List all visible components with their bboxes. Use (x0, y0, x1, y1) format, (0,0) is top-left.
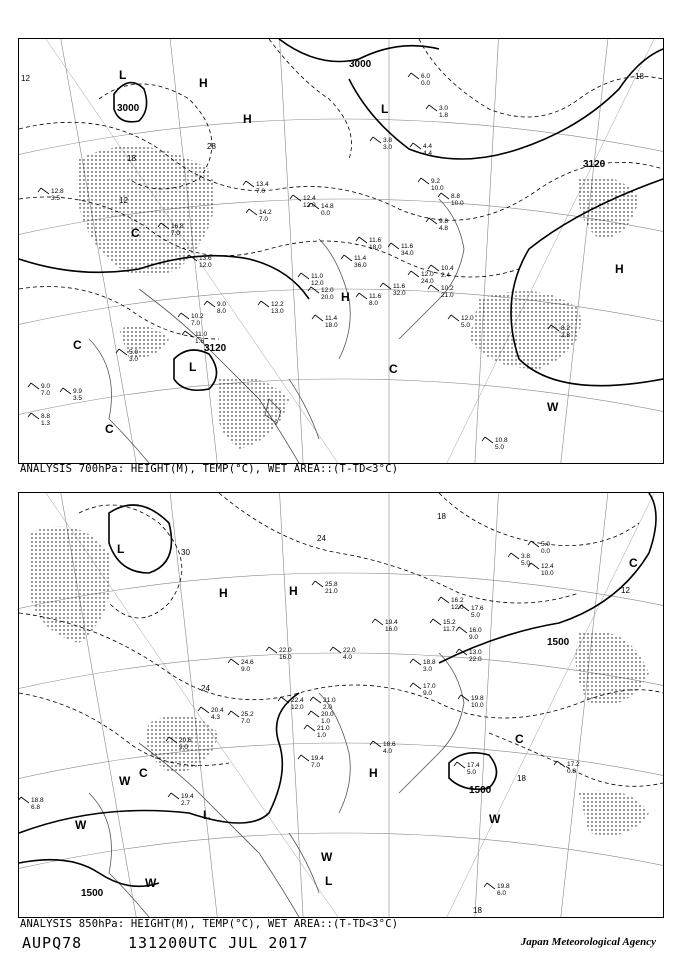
station-temperature: 17.6 (471, 605, 484, 612)
isotherm-label: 18 (473, 906, 482, 915)
warm-center: W (75, 818, 87, 832)
station-temperature: 25.8 (325, 581, 338, 588)
high-center: H (219, 586, 228, 600)
panel-caption-700hpa: ANALYSIS 700hPa: HEIGHT(M), TEMP(°C), WET AREA::(T-TD<3°C) (20, 463, 399, 475)
station-dewpoint-depression: 5.0 (521, 560, 531, 567)
station-dewpoint-depression: 18.0 (369, 244, 382, 251)
station-plot (426, 218, 448, 232)
station-dewpoint-depression: 13.0 (271, 308, 284, 315)
warm-center: W (321, 850, 333, 864)
wind-barb (428, 285, 439, 291)
station-temperature: 10.8 (495, 437, 508, 444)
station-temperature: 9.0 (41, 383, 51, 390)
station-dewpoint-depression: 12.0 (199, 262, 212, 269)
station-plot (19, 797, 44, 811)
wind-barb (298, 755, 309, 761)
isotherm-label: 24 (317, 534, 326, 543)
station-dewpoint-depression: 4.3 (211, 714, 221, 721)
wind-barb (370, 137, 381, 143)
station-plot (438, 597, 464, 611)
pressure-systems (75, 542, 638, 890)
height-label: 3000 (349, 59, 372, 70)
station-plot (312, 315, 338, 329)
isotherm-label: 28 (207, 142, 216, 151)
station-temperature: 11.6 (369, 293, 382, 300)
station-plot (508, 553, 530, 567)
station-plot (554, 761, 580, 775)
station-plot (182, 331, 208, 345)
wind-barb (330, 647, 341, 653)
warm-center: W (145, 876, 157, 890)
high-center: H (369, 766, 378, 780)
station-dewpoint-depression: 3.0 (423, 666, 433, 673)
wind-barb (430, 619, 441, 625)
station-temperature: 19.8 (471, 695, 484, 702)
station-dewpoint-depression: 0.0 (421, 80, 431, 87)
station-plot (312, 581, 338, 595)
station-dewpoint-depression: 5.0 (467, 769, 477, 776)
station-plot (408, 271, 434, 285)
wind-barb (28, 413, 39, 419)
station-temperature: 21.0 (323, 697, 336, 704)
warm-center: W (489, 812, 501, 826)
wind-barb (298, 273, 309, 279)
wind-barb (408, 73, 419, 79)
station-dewpoint-depression: 2.4 (441, 272, 451, 279)
station-dewpoint-depression: 16.0 (385, 626, 398, 633)
station-temperature: 8.8 (451, 193, 461, 200)
station-temperature: 16.2 (451, 597, 464, 604)
station-plot (243, 181, 269, 195)
wind-barb (438, 597, 449, 603)
station-plot (168, 793, 194, 807)
station-plot (356, 293, 382, 307)
warm-center: W (119, 774, 131, 788)
station-plot (388, 243, 414, 257)
isotherm-label: 12 (621, 586, 630, 595)
cold-center: C (389, 362, 398, 376)
station-plot (410, 683, 436, 697)
station-dewpoint-depression: 7.0 (256, 188, 266, 195)
height-label: 1500 (547, 637, 570, 648)
map-panel-850hpa (18, 492, 664, 918)
station-temperature: 19.4 (181, 793, 194, 800)
station-plot (266, 647, 292, 661)
station-dewpoint-depression: 2.0 (323, 704, 333, 711)
low-center: L (381, 102, 389, 116)
station-dewpoint-depression: 10.0 (431, 185, 444, 192)
station-temperature: 12.4 (303, 195, 316, 202)
station-temperature: 11.0 (311, 273, 324, 280)
station-temperature: 4.4 (423, 143, 433, 150)
station-dewpoint-depression: 4.0 (383, 748, 393, 755)
station-plot (38, 188, 64, 202)
station-temperature: 11.0 (195, 331, 208, 338)
station-temperature: 22.0 (343, 647, 356, 654)
station-dewpoint-depression: 7.0 (259, 216, 269, 223)
station-dewpoint-depression: 3.0 (383, 144, 393, 151)
station-temperature: 9.0 (217, 301, 227, 308)
station-dewpoint-depression: 36.0 (354, 262, 367, 269)
wind-barb (243, 181, 254, 187)
station-plot (380, 283, 406, 297)
station-plot (298, 755, 324, 769)
height-contours (19, 493, 656, 886)
wind-barb (308, 711, 319, 717)
station-plot (430, 619, 456, 633)
wind-barb (410, 659, 421, 665)
low-center: L (189, 360, 197, 374)
wind-barb (418, 178, 429, 184)
station-plot (418, 178, 444, 192)
wind-barb (204, 301, 215, 307)
station-dewpoint-depression: 12.0 (291, 704, 304, 711)
station-temperature: 11.6 (369, 237, 382, 244)
station-plot (428, 285, 454, 299)
station-dewpoint-depression: 9.0 (469, 634, 479, 641)
station-plot (484, 883, 510, 897)
station-plot (448, 315, 474, 329)
map-850hpa-canvas (19, 493, 663, 917)
wind-barb (308, 287, 319, 293)
wind-barb (456, 627, 467, 633)
station-temperature: 3.8 (383, 137, 393, 144)
station-dewpoint-depression: 9.0 (179, 744, 189, 751)
station-dewpoint-depression: 3.5 (73, 395, 83, 402)
station-dewpoint-depression: 21.0 (325, 588, 338, 595)
product-code: AUPQ78 (22, 934, 83, 952)
wind-barb (116, 349, 127, 355)
wind-barb (484, 883, 495, 889)
analysis-time: 131200UTC JUL 2017 (128, 934, 309, 952)
station-plot (356, 237, 382, 251)
high-center: H (199, 76, 208, 90)
station-temperature: 17.4 (467, 762, 480, 769)
station-dewpoint-depression: 10.0 (451, 200, 464, 207)
wind-barb (60, 388, 71, 394)
station-plot (60, 388, 82, 402)
station-dewpoint-depression: 9.0 (241, 666, 251, 673)
station-temperature: 3.0 (439, 105, 449, 112)
station-plot (370, 137, 392, 151)
station-temperature: 5.0 (541, 541, 551, 548)
station-temperature: 19.4 (385, 619, 398, 626)
station-plot (528, 563, 554, 577)
isotherm-label: 18 (517, 774, 526, 783)
station-temperature: 19.8 (497, 883, 510, 890)
station-temperature: 11.4 (325, 315, 338, 322)
station-temperature: 13.0 (469, 649, 482, 656)
wind-barb (310, 697, 321, 703)
station-temperature: 13.6 (199, 255, 212, 262)
station-temperature: 19.4 (311, 755, 324, 762)
station-temperature: 8.8 (41, 413, 51, 420)
station-dewpoint-depression: 4.8 (439, 225, 449, 232)
station-temperature: 12.4 (541, 563, 554, 570)
station-dewpoint-depression: 9.0 (423, 690, 433, 697)
map-700hpa-canvas (19, 39, 663, 463)
high-center: H (615, 262, 624, 276)
station-temperature: 24.6 (241, 659, 254, 666)
station-dewpoint-depression: 24.0 (421, 278, 434, 285)
station-temperature: 15.2 (443, 619, 456, 626)
station-plot (408, 73, 430, 87)
station-plot (304, 725, 330, 739)
station-plot (410, 659, 436, 673)
station-temperature: 12.0 (321, 287, 334, 294)
wind-barb (258, 301, 269, 307)
station-temperature: 16.0 (469, 627, 482, 634)
wind-barb (228, 659, 239, 665)
low-center: L (119, 68, 127, 82)
agency-name: Japan Meteorological Agency (520, 936, 656, 948)
height-label: 3120 (583, 159, 606, 170)
wind-barb (410, 683, 421, 689)
station-dewpoint-depression: 5.0 (495, 444, 505, 451)
station-plot (341, 255, 367, 269)
cold-center: C (139, 766, 148, 780)
station-dewpoint-depression: 18.0 (325, 322, 338, 329)
station-plot (246, 209, 272, 223)
station-dewpoint-depression: 10.0 (541, 570, 554, 577)
panel-caption-850hpa: ANALYSIS 850hPa: HEIGHT(M), TEMP(°C), WET AREA::(T-TD<3°C) (20, 918, 399, 930)
height-label: 1500 (469, 785, 492, 796)
high-center: H (341, 290, 350, 304)
station-temperature: 21.0 (317, 725, 330, 732)
wind-barb (356, 237, 367, 243)
station-plot (310, 697, 336, 711)
high-center: H (243, 112, 252, 126)
isotherm-label: 30 (181, 548, 190, 557)
station-temperature: 14.2 (259, 209, 272, 216)
isotherm-label: 18 (127, 154, 136, 163)
station-dewpoint-depression: 2.8 (561, 332, 571, 339)
station-temperature: 20.0 (321, 711, 334, 718)
station-temperature: 18.6 (383, 741, 396, 748)
cold-center: C (131, 226, 140, 240)
station-temperature: 10.4 (441, 265, 454, 272)
wind-barb (410, 143, 421, 149)
station-temperature: 9.9 (73, 388, 83, 395)
isotherm-label: 12 (119, 196, 128, 205)
station-plot (482, 437, 508, 451)
station-temperature: 9.8 (439, 218, 449, 225)
station-dewpoint-depression: 7.0 (41, 390, 51, 397)
wind-barb (370, 741, 381, 747)
station-temperature: 16.8 (171, 223, 184, 230)
station-dewpoint-depression: 10.0 (471, 702, 484, 709)
station-temperature: 17.2 (567, 761, 580, 768)
high-center: H (289, 584, 298, 598)
station-temperature: 22.0 (279, 647, 292, 654)
station-dewpoint-depression: 16.0 (279, 654, 292, 661)
station-temperature: 8.2 (561, 325, 571, 332)
station-temperature: 20.6 (179, 737, 192, 744)
station-plot (228, 711, 254, 725)
station-plot (204, 301, 226, 315)
wind-barb (168, 793, 179, 799)
isotherm-label: 24 (201, 684, 210, 693)
station-plot (454, 762, 480, 776)
station-temperature: 12.0 (461, 315, 474, 322)
station-temperature: 9.2 (431, 178, 441, 185)
wind-barb (408, 271, 419, 277)
wind-barb (388, 243, 399, 249)
station-plot (28, 383, 50, 397)
height-label: 3120 (204, 343, 227, 354)
station-plot (330, 647, 356, 661)
station-dewpoint-depression: 7.0 (191, 320, 201, 327)
station-plot (458, 695, 484, 709)
station-plot (28, 413, 50, 427)
station-dewpoint-depression: 20.0 (321, 294, 334, 301)
station-temperature: 11.6 (393, 283, 406, 290)
station-dewpoint-depression: 0.0 (541, 548, 551, 555)
wind-barb (304, 725, 315, 731)
wind-barb (28, 383, 39, 389)
cold-center: C (629, 556, 638, 570)
wind-barb (198, 707, 209, 713)
map-panel-700hpa (18, 38, 664, 464)
wind-barb (356, 293, 367, 299)
station-dewpoint-depression: 6.0 (497, 890, 507, 897)
height-label: 3000 (117, 103, 140, 114)
station-dewpoint-depression: 7.0 (171, 230, 181, 237)
station-temperature: 12.8 (51, 188, 64, 195)
station-dewpoint-depression: 5.0 (471, 612, 481, 619)
station-dewpoint-depression: 6.8 (31, 804, 41, 811)
station-temperature: 5.0 (129, 349, 139, 356)
station-dewpoint-depression: 11.7 (443, 626, 456, 633)
station-plot (438, 193, 464, 207)
station-temperature: 18.8 (31, 797, 44, 804)
isotherm-label: 18 (635, 72, 644, 81)
station-temperature: 6.0 (421, 73, 431, 80)
wind-barb (228, 711, 239, 717)
height-label: 1500 (81, 888, 104, 899)
station-dewpoint-depression: 0.8 (567, 768, 577, 775)
cold-center: C (515, 732, 524, 746)
station-temperature: 18.8 (423, 659, 436, 666)
wind-barb (312, 315, 323, 321)
low-center: L (203, 808, 211, 822)
wind-barb (508, 553, 519, 559)
station-plot (258, 301, 284, 315)
station-temperature: 17.0 (423, 683, 436, 690)
station-dewpoint-depression: 12.0 (311, 280, 324, 287)
isotherm-label: 18 (437, 512, 446, 521)
wind-barb (19, 797, 29, 803)
wind-barb (38, 188, 49, 194)
station-dewpoint-depression: 8.0 (217, 308, 227, 315)
station-temperature: 20.4 (211, 707, 224, 714)
wind-barb (312, 581, 323, 587)
station-dewpoint-depression: 8.0 (369, 300, 379, 307)
station-dewpoint-depression: 1.0 (317, 732, 327, 739)
station-temperature: 12.2 (271, 301, 284, 308)
wind-barb (448, 315, 459, 321)
wind-barb (246, 209, 257, 215)
station-dewpoint-depression: 7.0 (311, 762, 321, 769)
station-plot (426, 105, 448, 119)
station-plot (372, 619, 398, 633)
station-dewpoint-depression: 2.7 (181, 800, 191, 807)
wind-barb (426, 105, 437, 111)
wind-barb (380, 283, 391, 289)
station-temperature: 14.8 (321, 203, 334, 210)
station-temperature: 10.2 (191, 313, 204, 320)
station-dewpoint-depression: 5.0 (461, 322, 471, 329)
station-dewpoint-depression: 3.5 (51, 195, 61, 202)
wind-barb (482, 437, 493, 443)
wind-barb (454, 762, 465, 768)
station-dewpoint-depression: 12.0 (303, 202, 316, 209)
station-dewpoint-depression: 1.6 (195, 338, 205, 345)
warm-center: W (547, 400, 559, 414)
wind-barb (372, 619, 383, 625)
station-temperature: 11.6 (401, 243, 414, 250)
station-temperature: 22.4 (291, 697, 304, 704)
station-dewpoint-depression: 32.0 (393, 290, 406, 297)
station-dewpoint-depression: 21.0 (441, 292, 454, 299)
station-dewpoint-depression: 1.3 (41, 420, 51, 427)
station-plot (456, 627, 482, 641)
station-plot (178, 313, 204, 327)
low-center: L (325, 874, 333, 888)
station-dewpoint-depression: 0.0 (321, 210, 331, 217)
wind-barb (178, 313, 189, 319)
station-dewpoint-depression: 4.4 (423, 150, 433, 157)
station-dewpoint-depression: 12.0 (451, 604, 464, 611)
station-plot (308, 711, 334, 725)
cold-center: C (105, 422, 114, 436)
station-plot (228, 659, 254, 673)
station-plot (290, 195, 316, 209)
station-dewpoint-depression: 3.0 (129, 356, 139, 363)
low-center: L (117, 542, 125, 556)
station-temperature: 3.8 (521, 553, 531, 560)
station-dewpoint-depression: 4.0 (343, 654, 353, 661)
station-plot (456, 649, 482, 663)
wind-barb (278, 697, 289, 703)
station-temperature: 11.4 (354, 255, 367, 262)
station-dewpoint-depression: 22.0 (469, 656, 482, 663)
wind-barb (438, 193, 449, 199)
station-plot (198, 707, 224, 721)
station-temperature: 13.4 (256, 181, 269, 188)
station-dewpoint-depression: 1.0 (321, 718, 331, 725)
station-dewpoint-depression: 34.0 (401, 250, 414, 257)
station-plot (298, 273, 324, 287)
wind-barb (266, 647, 277, 653)
station-dewpoint-depression: 7.0 (241, 718, 251, 725)
station-temperature: 10.2 (441, 285, 454, 292)
station-dewpoint-depression: 1.8 (439, 112, 449, 119)
isotherm-label: 12 (21, 74, 30, 83)
wind-barb (341, 255, 352, 261)
station-temperature: 12.0 (421, 271, 434, 278)
cold-center: C (73, 338, 82, 352)
station-temperature: 25.2 (241, 711, 254, 718)
